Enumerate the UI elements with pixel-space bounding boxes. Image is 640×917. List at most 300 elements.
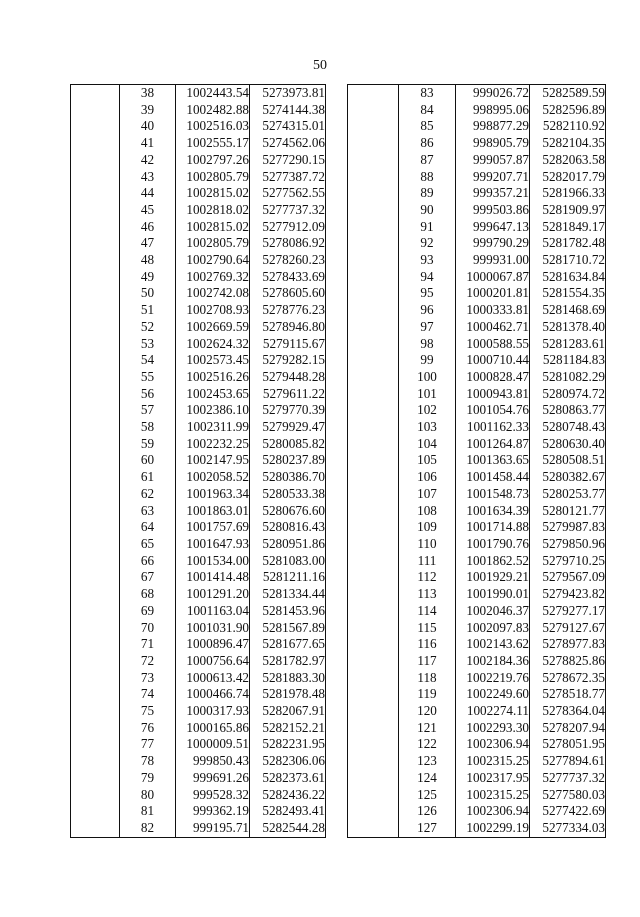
x-coordinate-cell: 1002274.11 bbox=[456, 703, 530, 720]
y-coordinate-cell: 5281211.16 bbox=[250, 569, 326, 586]
table-row bbox=[348, 670, 606, 687]
table-row bbox=[71, 787, 326, 804]
point-number-cell: 121 bbox=[417, 719, 437, 735]
y-coordinate-cell: 5282017.79 bbox=[530, 169, 606, 186]
y-coordinate-cell: 5281378.40 bbox=[530, 319, 606, 336]
x-coordinate-cell: 1002386.10 bbox=[176, 402, 250, 419]
point-number-cell: 77 bbox=[140, 736, 155, 752]
point-number-cell: 116 bbox=[417, 636, 437, 652]
y-coordinate-cell: 5282373.61 bbox=[250, 770, 326, 787]
point-number-cell: 84 bbox=[420, 101, 434, 117]
table-row bbox=[348, 569, 606, 586]
table-row bbox=[348, 603, 606, 620]
blank-cell bbox=[71, 169, 120, 186]
point-number-cell: 43 bbox=[140, 168, 155, 184]
table-row bbox=[71, 369, 326, 386]
point-number-cell: 61 bbox=[140, 469, 155, 485]
blank-cell bbox=[348, 85, 399, 102]
point-number-cell: 109 bbox=[417, 519, 437, 535]
table-row bbox=[348, 235, 606, 252]
blank-cell bbox=[348, 235, 399, 252]
table-row bbox=[71, 820, 326, 837]
table-row bbox=[71, 202, 326, 219]
y-coordinate-cell: 5274562.06 bbox=[250, 135, 326, 152]
table-row bbox=[71, 152, 326, 169]
x-coordinate-cell: 1002293.30 bbox=[456, 720, 530, 737]
table-row bbox=[348, 269, 606, 286]
x-coordinate-cell: 1002708.93 bbox=[176, 302, 250, 319]
x-coordinate-cell: 1002624.32 bbox=[176, 336, 250, 353]
point-number-cell: 65 bbox=[140, 535, 155, 551]
y-coordinate-cell: 5278051.95 bbox=[530, 736, 606, 753]
blank-cell bbox=[71, 152, 120, 169]
blank-cell bbox=[71, 302, 120, 319]
table-row bbox=[348, 586, 606, 603]
point-number-cell: 93 bbox=[420, 252, 434, 268]
x-coordinate-cell: 1001862.52 bbox=[456, 553, 530, 570]
point-number-cell: 91 bbox=[420, 218, 434, 234]
table-row bbox=[348, 319, 606, 336]
x-coordinate-cell: 1002058.52 bbox=[176, 469, 250, 486]
point-number-cell: 62 bbox=[140, 485, 155, 501]
y-coordinate-cell: 5280085.82 bbox=[250, 436, 326, 453]
blank-cell bbox=[71, 352, 120, 369]
y-coordinate-cell: 5281883.30 bbox=[250, 670, 326, 687]
blank-cell bbox=[71, 219, 120, 236]
blank-cell bbox=[348, 169, 399, 186]
y-coordinate-cell: 5278977.83 bbox=[530, 636, 606, 653]
table-row bbox=[71, 603, 326, 620]
table-row bbox=[348, 636, 606, 653]
x-coordinate-cell: 1002097.83 bbox=[456, 620, 530, 637]
point-number-cell: 119 bbox=[417, 686, 437, 702]
y-coordinate-cell: 5278364.04 bbox=[530, 703, 606, 720]
blank-cell bbox=[348, 452, 399, 469]
blank-cell bbox=[71, 519, 120, 536]
y-coordinate-cell: 5274144.38 bbox=[250, 102, 326, 119]
table-row bbox=[71, 736, 326, 753]
blank-cell bbox=[348, 152, 399, 169]
blank-cell bbox=[348, 670, 399, 687]
point-number-cell: 115 bbox=[417, 619, 437, 635]
point-number-cell: 47 bbox=[140, 235, 155, 251]
table-row bbox=[348, 169, 606, 186]
y-coordinate-cell: 5278260.23 bbox=[250, 252, 326, 269]
blank-cell bbox=[348, 202, 399, 219]
y-coordinate-cell: 5279850.96 bbox=[530, 536, 606, 553]
y-coordinate-cell: 5281782.97 bbox=[250, 653, 326, 670]
table-row bbox=[71, 503, 326, 520]
point-number-cell: 74 bbox=[140, 686, 155, 702]
point-number-cell: 120 bbox=[417, 703, 437, 719]
table-row bbox=[348, 686, 606, 703]
y-coordinate-cell: 5278518.77 bbox=[530, 686, 606, 703]
blank-cell bbox=[71, 369, 120, 386]
blank-cell bbox=[348, 636, 399, 653]
x-coordinate-cell: 999357.21 bbox=[456, 185, 530, 202]
table-row bbox=[71, 169, 326, 186]
y-coordinate-cell: 5282589.59 bbox=[530, 85, 606, 102]
point-number-cell: 52 bbox=[140, 318, 155, 334]
x-coordinate-cell: 1002219.76 bbox=[456, 670, 530, 687]
table-row bbox=[348, 753, 606, 770]
point-number-cell: 79 bbox=[140, 769, 155, 785]
x-coordinate-cell: 1001264.87 bbox=[456, 436, 530, 453]
blank-cell bbox=[348, 319, 399, 336]
blank-cell bbox=[348, 653, 399, 670]
blank-cell bbox=[71, 603, 120, 620]
point-number-cell: 60 bbox=[140, 452, 155, 468]
blank-cell bbox=[71, 452, 120, 469]
y-coordinate-cell: 5278207.94 bbox=[530, 720, 606, 737]
table-row bbox=[71, 452, 326, 469]
blank-cell bbox=[348, 569, 399, 586]
y-coordinate-cell: 5277580.03 bbox=[530, 787, 606, 804]
blank-cell bbox=[348, 419, 399, 436]
point-number-cell: 86 bbox=[420, 135, 434, 151]
table-row bbox=[71, 569, 326, 586]
point-number-cell: 107 bbox=[417, 485, 437, 501]
x-coordinate-cell: 1002453.65 bbox=[176, 386, 250, 403]
x-coordinate-cell: 998877.29 bbox=[456, 118, 530, 135]
blank-cell bbox=[348, 102, 399, 119]
y-coordinate-cell: 5280121.77 bbox=[530, 503, 606, 520]
blank-cell bbox=[348, 586, 399, 603]
x-coordinate-cell: 1002815.02 bbox=[176, 219, 250, 236]
point-number-cell: 69 bbox=[140, 602, 155, 618]
blank-cell bbox=[71, 402, 120, 419]
blank-cell bbox=[348, 753, 399, 770]
point-number-cell: 105 bbox=[417, 452, 437, 468]
point-number-cell: 40 bbox=[140, 118, 155, 134]
x-coordinate-cell: 1002184.36 bbox=[456, 653, 530, 670]
table-row bbox=[348, 419, 606, 436]
y-coordinate-cell: 5277290.15 bbox=[250, 152, 326, 169]
table-row bbox=[348, 185, 606, 202]
y-coordinate-cell: 5279987.83 bbox=[530, 519, 606, 536]
table-row bbox=[348, 703, 606, 720]
blank-cell bbox=[348, 686, 399, 703]
blank-cell bbox=[348, 402, 399, 419]
point-number-cell: 54 bbox=[140, 352, 155, 368]
x-coordinate-cell: 1001031.90 bbox=[176, 620, 250, 637]
y-coordinate-cell: 5280237.89 bbox=[250, 452, 326, 469]
x-coordinate-cell: 1001790.76 bbox=[456, 536, 530, 553]
x-coordinate-cell: 1002443.54 bbox=[176, 85, 250, 102]
y-coordinate-cell: 5274315.01 bbox=[250, 118, 326, 135]
y-coordinate-cell: 5280508.51 bbox=[530, 452, 606, 469]
y-coordinate-cell: 5282231.95 bbox=[250, 736, 326, 753]
y-coordinate-cell: 5282493.41 bbox=[250, 803, 326, 820]
table-row bbox=[348, 553, 606, 570]
point-number-cell: 88 bbox=[420, 168, 434, 184]
x-coordinate-cell: 1000333.81 bbox=[456, 302, 530, 319]
blank-cell bbox=[348, 803, 399, 820]
blank-cell bbox=[348, 135, 399, 152]
x-coordinate-cell: 1001363.65 bbox=[456, 452, 530, 469]
point-number-cell: 66 bbox=[140, 552, 155, 568]
table-row bbox=[348, 152, 606, 169]
x-coordinate-cell: 1002797.26 bbox=[176, 152, 250, 169]
point-number-cell: 94 bbox=[420, 268, 434, 284]
x-coordinate-cell: 1001757.69 bbox=[176, 519, 250, 536]
blank-cell bbox=[71, 336, 120, 353]
x-coordinate-cell: 1002815.02 bbox=[176, 185, 250, 202]
blank-cell bbox=[71, 285, 120, 302]
y-coordinate-cell: 5281184.83 bbox=[530, 352, 606, 369]
point-number-cell: 63 bbox=[140, 502, 155, 518]
table-row bbox=[71, 703, 326, 720]
x-coordinate-cell: 1002769.32 bbox=[176, 269, 250, 286]
table-row bbox=[71, 770, 326, 787]
x-coordinate-cell: 1000588.55 bbox=[456, 336, 530, 353]
blank-cell bbox=[71, 770, 120, 787]
point-number-cell: 85 bbox=[420, 118, 434, 134]
blank-cell bbox=[348, 352, 399, 369]
x-coordinate-cell: 1001863.01 bbox=[176, 503, 250, 520]
point-number-cell: 108 bbox=[417, 502, 437, 518]
x-coordinate-cell: 1000317.93 bbox=[176, 703, 250, 720]
table-row bbox=[348, 736, 606, 753]
y-coordinate-cell: 5281849.17 bbox=[530, 219, 606, 236]
x-coordinate-cell: 1002516.03 bbox=[176, 118, 250, 135]
table-row bbox=[348, 118, 606, 135]
table-row bbox=[71, 252, 326, 269]
table-row bbox=[348, 219, 606, 236]
x-coordinate-cell: 1000943.81 bbox=[456, 386, 530, 403]
x-coordinate-cell: 1002818.02 bbox=[176, 202, 250, 219]
y-coordinate-cell: 5278672.35 bbox=[530, 670, 606, 687]
x-coordinate-cell: 1001291.20 bbox=[176, 586, 250, 603]
point-number-cell: 42 bbox=[140, 151, 155, 167]
table-row bbox=[71, 402, 326, 419]
blank-cell bbox=[71, 636, 120, 653]
point-number-cell: 110 bbox=[417, 535, 437, 551]
x-coordinate-cell: 1001714.88 bbox=[456, 519, 530, 536]
x-coordinate-cell: 1001548.73 bbox=[456, 486, 530, 503]
x-coordinate-cell: 1000165.86 bbox=[176, 720, 250, 737]
table-row bbox=[71, 285, 326, 302]
point-number-cell: 99 bbox=[420, 352, 434, 368]
coordinates-table-right bbox=[347, 84, 606, 838]
blank-cell bbox=[71, 670, 120, 687]
x-coordinate-cell: 1002232.25 bbox=[176, 436, 250, 453]
blank-cell bbox=[71, 803, 120, 820]
point-number-cell: 51 bbox=[140, 302, 155, 318]
table-row bbox=[71, 118, 326, 135]
y-coordinate-cell: 5280630.40 bbox=[530, 436, 606, 453]
y-coordinate-cell: 5281710.72 bbox=[530, 252, 606, 269]
y-coordinate-cell: 5282306.06 bbox=[250, 753, 326, 770]
y-coordinate-cell: 5278086.92 bbox=[250, 235, 326, 252]
x-coordinate-cell: 1002805.79 bbox=[176, 169, 250, 186]
table-row bbox=[71, 419, 326, 436]
y-coordinate-cell: 5281966.33 bbox=[530, 185, 606, 202]
point-number-cell: 39 bbox=[140, 101, 155, 117]
table-row bbox=[71, 469, 326, 486]
y-coordinate-cell: 5279611.22 bbox=[250, 386, 326, 403]
x-coordinate-cell: 1001534.00 bbox=[176, 553, 250, 570]
point-number-cell: 56 bbox=[140, 385, 155, 401]
table-row bbox=[348, 252, 606, 269]
point-number-cell: 70 bbox=[140, 619, 155, 635]
blank-cell bbox=[71, 469, 120, 486]
y-coordinate-cell: 5279282.15 bbox=[250, 352, 326, 369]
point-number-cell: 78 bbox=[140, 753, 155, 769]
blank-cell bbox=[348, 620, 399, 637]
x-coordinate-cell: 1002790.64 bbox=[176, 252, 250, 269]
x-coordinate-cell: 999790.29 bbox=[456, 235, 530, 252]
y-coordinate-cell: 5281634.84 bbox=[530, 269, 606, 286]
blank-cell bbox=[348, 285, 399, 302]
y-coordinate-cell: 5281334.44 bbox=[250, 586, 326, 603]
y-coordinate-cell: 5282067.91 bbox=[250, 703, 326, 720]
point-number-cell: 102 bbox=[417, 402, 437, 418]
point-number-cell: 44 bbox=[140, 185, 155, 201]
point-number-cell: 113 bbox=[417, 586, 437, 602]
point-number-cell: 55 bbox=[140, 368, 155, 384]
blank-cell bbox=[348, 469, 399, 486]
table-row bbox=[348, 486, 606, 503]
x-coordinate-cell: 1001162.33 bbox=[456, 419, 530, 436]
blank-cell bbox=[348, 720, 399, 737]
table-row bbox=[71, 436, 326, 453]
table-row bbox=[71, 486, 326, 503]
blank-cell bbox=[348, 118, 399, 135]
point-number-cell: 41 bbox=[140, 135, 155, 151]
table-row bbox=[348, 369, 606, 386]
y-coordinate-cell: 5281468.69 bbox=[530, 302, 606, 319]
x-coordinate-cell: 1002805.79 bbox=[176, 235, 250, 252]
table-row bbox=[348, 503, 606, 520]
table-row bbox=[71, 235, 326, 252]
point-number-cell: 112 bbox=[417, 569, 437, 585]
y-coordinate-cell: 5279770.39 bbox=[250, 402, 326, 419]
x-coordinate-cell: 1002299.19 bbox=[456, 820, 530, 837]
table-row bbox=[348, 653, 606, 670]
table-row bbox=[71, 352, 326, 369]
point-number-cell: 97 bbox=[420, 318, 434, 334]
table-row bbox=[71, 803, 326, 820]
x-coordinate-cell: 1001647.93 bbox=[176, 536, 250, 553]
x-coordinate-cell: 1001990.01 bbox=[456, 586, 530, 603]
blank-cell bbox=[71, 720, 120, 737]
y-coordinate-cell: 5280974.72 bbox=[530, 386, 606, 403]
table-row bbox=[71, 386, 326, 403]
point-number-cell: 58 bbox=[140, 419, 155, 435]
x-coordinate-cell: 1002315.25 bbox=[456, 787, 530, 804]
point-number-cell: 81 bbox=[140, 803, 155, 819]
point-number-cell: 75 bbox=[140, 703, 155, 719]
blank-cell bbox=[348, 736, 399, 753]
x-coordinate-cell: 1000756.64 bbox=[176, 653, 250, 670]
table-row bbox=[348, 202, 606, 219]
table-row bbox=[348, 102, 606, 119]
y-coordinate-cell: 5278946.80 bbox=[250, 319, 326, 336]
blank-cell bbox=[71, 753, 120, 770]
y-coordinate-cell: 5277894.61 bbox=[530, 753, 606, 770]
point-number-cell: 122 bbox=[417, 736, 437, 752]
point-number-cell: 53 bbox=[140, 335, 155, 351]
point-number-cell: 46 bbox=[140, 218, 155, 234]
table-row bbox=[71, 620, 326, 637]
point-number-cell: 68 bbox=[140, 586, 155, 602]
blank-cell bbox=[71, 686, 120, 703]
point-number-cell: 72 bbox=[140, 652, 155, 668]
table-row bbox=[71, 686, 326, 703]
table-row bbox=[71, 720, 326, 737]
table-row bbox=[71, 302, 326, 319]
blank-cell bbox=[71, 135, 120, 152]
blank-cell bbox=[348, 386, 399, 403]
blank-cell bbox=[71, 202, 120, 219]
blank-cell bbox=[71, 820, 120, 837]
y-coordinate-cell: 5282596.89 bbox=[530, 102, 606, 119]
point-number-cell: 96 bbox=[420, 302, 434, 318]
y-coordinate-cell: 5280951.86 bbox=[250, 536, 326, 553]
x-coordinate-cell: 998905.79 bbox=[456, 135, 530, 152]
x-coordinate-cell: 1000613.42 bbox=[176, 670, 250, 687]
blank-cell bbox=[71, 553, 120, 570]
table-row bbox=[71, 102, 326, 119]
blank-cell bbox=[71, 118, 120, 135]
x-coordinate-cell: 1002555.17 bbox=[176, 135, 250, 152]
y-coordinate-cell: 5277912.09 bbox=[250, 219, 326, 236]
table-row bbox=[348, 336, 606, 353]
y-coordinate-cell: 5279448.28 bbox=[250, 369, 326, 386]
table-row bbox=[71, 653, 326, 670]
y-coordinate-cell: 5280863.77 bbox=[530, 402, 606, 419]
y-coordinate-cell: 5277334.03 bbox=[530, 820, 606, 837]
blank-cell bbox=[348, 219, 399, 236]
x-coordinate-cell: 1002573.45 bbox=[176, 352, 250, 369]
table-row bbox=[71, 85, 326, 102]
x-coordinate-cell: 1001929.21 bbox=[456, 569, 530, 586]
x-coordinate-cell: 999057.87 bbox=[456, 152, 530, 169]
point-number-cell: 127 bbox=[399, 820, 456, 837]
blank-cell bbox=[348, 553, 399, 570]
table-row bbox=[348, 536, 606, 553]
blank-cell bbox=[348, 436, 399, 453]
x-coordinate-cell: 999195.71 bbox=[176, 820, 250, 837]
y-coordinate-cell: 5281978.48 bbox=[250, 686, 326, 703]
table-row bbox=[71, 269, 326, 286]
point-number-cell: 59 bbox=[140, 435, 155, 451]
x-coordinate-cell: 1002147.95 bbox=[176, 452, 250, 469]
table-row bbox=[71, 519, 326, 536]
table-row bbox=[348, 402, 606, 419]
table-row bbox=[71, 319, 326, 336]
x-coordinate-cell: 1000462.71 bbox=[456, 319, 530, 336]
blank-cell bbox=[71, 419, 120, 436]
point-number-cell: 50 bbox=[140, 285, 155, 301]
y-coordinate-cell: 5279929.47 bbox=[250, 419, 326, 436]
point-number-cell: 64 bbox=[140, 519, 155, 535]
y-coordinate-cell: 5282544.28 bbox=[250, 820, 326, 837]
y-coordinate-cell: 5279710.25 bbox=[530, 553, 606, 570]
point-number-cell: 114 bbox=[417, 602, 437, 618]
blank-cell bbox=[71, 85, 120, 102]
y-coordinate-cell: 5282063.58 bbox=[530, 152, 606, 169]
point-number-cell: 118 bbox=[417, 669, 437, 685]
point-number-cell: 125 bbox=[417, 786, 437, 802]
x-coordinate-cell: 998995.06 bbox=[456, 102, 530, 119]
blank-cell bbox=[71, 319, 120, 336]
point-number-cell: 101 bbox=[417, 385, 437, 401]
table-row bbox=[71, 753, 326, 770]
y-coordinate-cell: 5282104.35 bbox=[530, 135, 606, 152]
x-coordinate-cell: 999691.26 bbox=[176, 770, 250, 787]
